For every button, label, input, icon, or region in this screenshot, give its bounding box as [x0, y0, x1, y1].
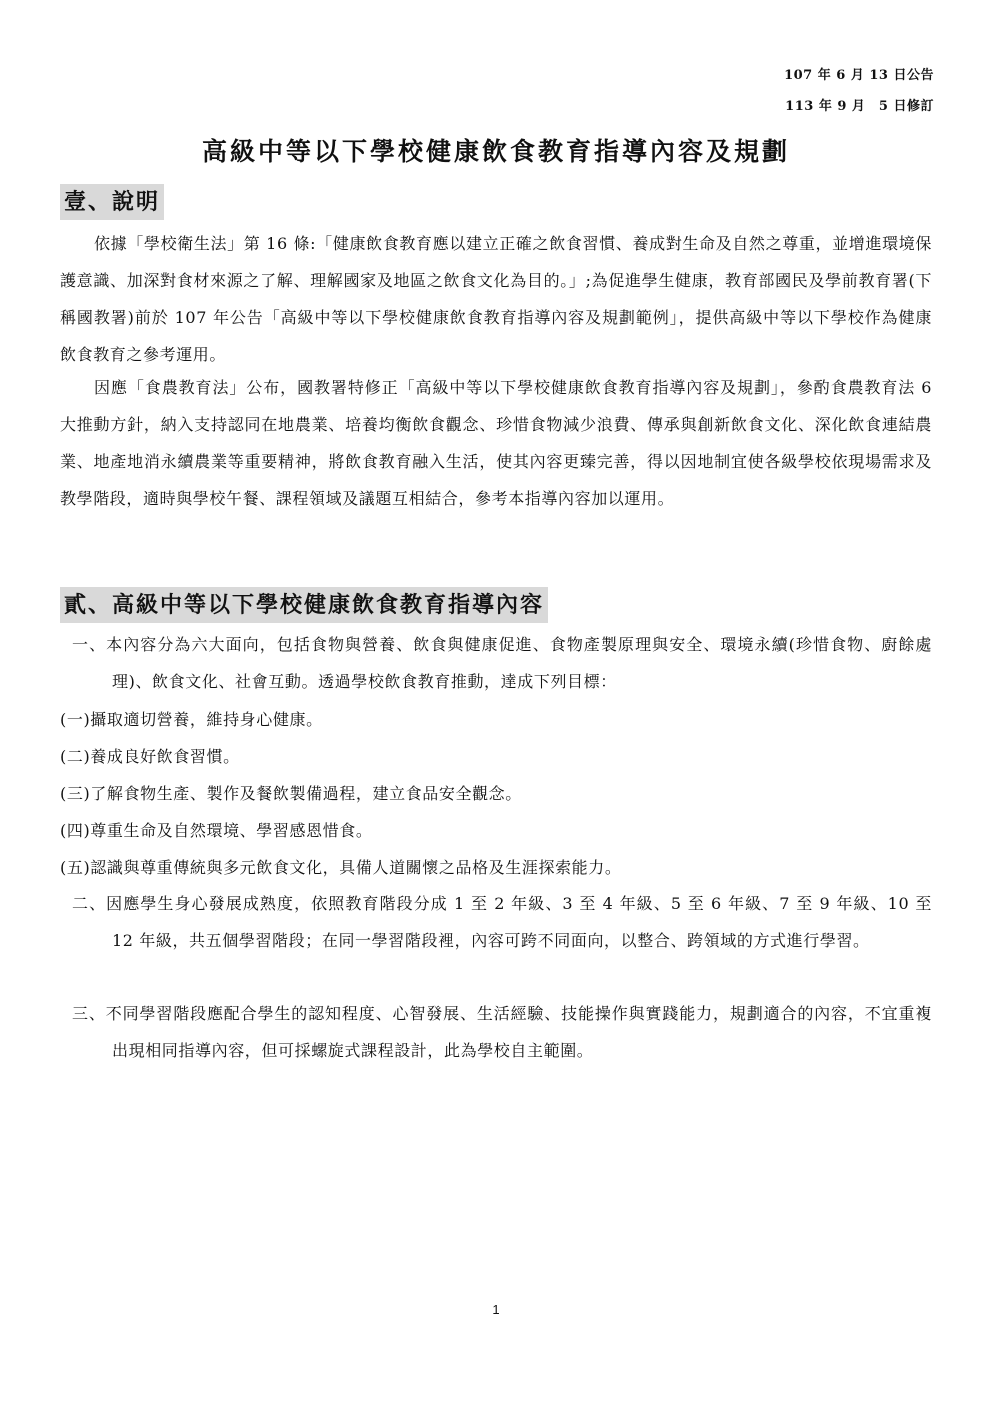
explanation-paragraph-2: 因應「食農教育法」公布，國教署特修正「高級中等以下學校健康飲食教育指導內容及規劃」，參酌食農教育法 6 大推動方針，納入支持認同在地農業、培養均衡飲食觀念、珍惜食物減少浪費、傳承與創新飲食文化、深化飲食連結農業、地產地消永續農業等重要精神，將飲食教育融入生活，使其內容更臻完善，得以因地制宜使各級學校依現場需求及教學階段，適時與學校午餐、課程領域及議題互相結合，參考本指導內容加以運用。: [60, 378, 932, 508]
goal-item-5: (五)認識與尊重傳統與多元飲食文化，具備人道關懷之品格及生涯探索能力。: [60, 858, 622, 877]
list-item-1: 一、本內容分為六大面向，包括食物與營養、飲食與健康促進、食物產製原理與安全、環境永續(珍惜食物、廚餘處理)、飲食文化、社會互動。透過學校飲食教育推動，達成下列目標：: [72, 635, 932, 691]
list-item-2: 二、因應學生身心發展成熟度，依照教育階段分成 1 至 2 年級、3 至 4 年級、5 至 6 年級、7 至 9 年級、10 至 12 年級，共五個學習階段；在同一學習階段裡，內容可跨不同面向，以整合、跨領域的方式進行學習。: [72, 894, 932, 950]
document-title: 高級中等以下學校健康飲食教育指導內容及規劃: [201, 137, 790, 166]
section-heading-explanation: 壹、說明: [60, 184, 164, 220]
goal-item-4: (四)尊重生命及自然環境、學習感恩惜食。: [60, 821, 373, 840]
page-number: 1: [492, 1302, 500, 1317]
list-item-3: 三、不同學習階段應配合學生的認知程度、心智發展、生活經驗、技能操作與實踐能力，規劃適合的內容，不宜重複出現相同指導內容，但可採螺旋式課程設計，此為學校自主範圍。: [72, 1004, 932, 1060]
explanation-paragraph-1: 依據「學校衛生法」第 16 條:「健康飲食教育應以建立正確之飲食習慣、養成對生命及自然之尊重，並增進環境保護意識、加深對食材來源之了解、理解國家及地區之飲食文化為目的。」;為促進學生健康，教育部國民及學前教育署(下稱國教署)前於 107 年公告「高級中等以下學校健康飲食教育指導內容及規劃範例」，提供高級中等以下學校作為健康飲食教育之參考運用。: [60, 234, 932, 364]
section-heading-guidance-content: 貳、高級中等以下學校健康飲食教育指導內容: [60, 587, 548, 623]
goal-item-2: (二)養成良好飲食習慣。: [60, 747, 240, 766]
announce-date: 107 年 6 月 13 日公告: [784, 68, 934, 83]
goal-item-1: (一)攝取適切營養，維持身心健康。: [60, 710, 323, 729]
goal-item-3: (三)了解食物生產、製作及餐飲製備過程，建立食品安全觀念。: [60, 784, 522, 803]
revise-date: 113 年 9 月 5 日修訂: [785, 99, 934, 114]
